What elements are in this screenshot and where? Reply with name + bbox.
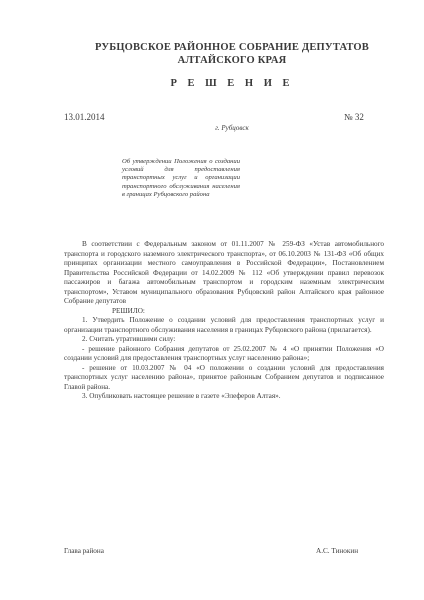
document-body <box>64 240 384 402</box>
preamble-paragraph: В соответствии с Федеральным законом от 01.11.2007 № 259-ФЗ «Устав автомобильного транспорта и городского наземного электрического транспорта», от 06.10.2003 № 131-ФЗ «Об общих принципах организации местного самоуправления в Российской Федерации», Постановлением Правительства Российской Федерации от 14.02.2009 № 112 «Об утверждении правил перевозок пассажиров и багажа автомобильным транспортом и городским наземным электрическим транспортом», Уставом муниципального образования Рубцовский район Алтайского края районное Собрание депутатов <box>64 240 384 305</box>
resolved-heading: РЕШИЛО: <box>112 306 145 315</box>
org-name: РУБЦОВСКОЕ РАЙОННОЕ СОБРАНИЕ ДЕПУТАТОВ <box>94 42 370 53</box>
clause-2: 2. Считать утратившими силу: <box>82 335 176 343</box>
signatory-name: А.С. Тинокин <box>316 547 359 555</box>
clause-2-item-1: - решение районного Собрания депутатов от 25.02.2007 № 4 «О принятии Положения «О создании условий для предоставления транспортных услуг населению района»; <box>64 344 384 362</box>
signatory-position: Глава района <box>64 547 104 555</box>
clause-1: 1. Утвердить Положение о создании условий для предоставления транспортных услуг и организации транспортного обслуживания населения в границах Рубцовского района (прилагается). <box>64 316 384 334</box>
document-place: г. Рубцовск <box>215 124 249 132</box>
region-name: АЛТАЙСКОГО КРАЯ <box>177 55 287 66</box>
clause-3: 3. Опубликовать настоящее решение в газете «Элеферов Алтая». <box>82 392 281 400</box>
document-subject: Об утверждении Положения о создании условий для предоставления транспортных услуг и организации транспортного обслуживания населения в границах Рубцовского района <box>122 158 240 198</box>
document-date: 13.01.2014 <box>64 112 105 122</box>
document-title: Р Е Ш Е Н И Е <box>170 78 294 89</box>
document-number: № 32 <box>344 112 364 122</box>
clause-2-item-2: - решение от 10.03.2007 № 04 «О положении о создании условий для предоставления транспортных услуг населению района», принятое районным Собранием депутатов и подписанное Главой района. <box>64 363 384 391</box>
